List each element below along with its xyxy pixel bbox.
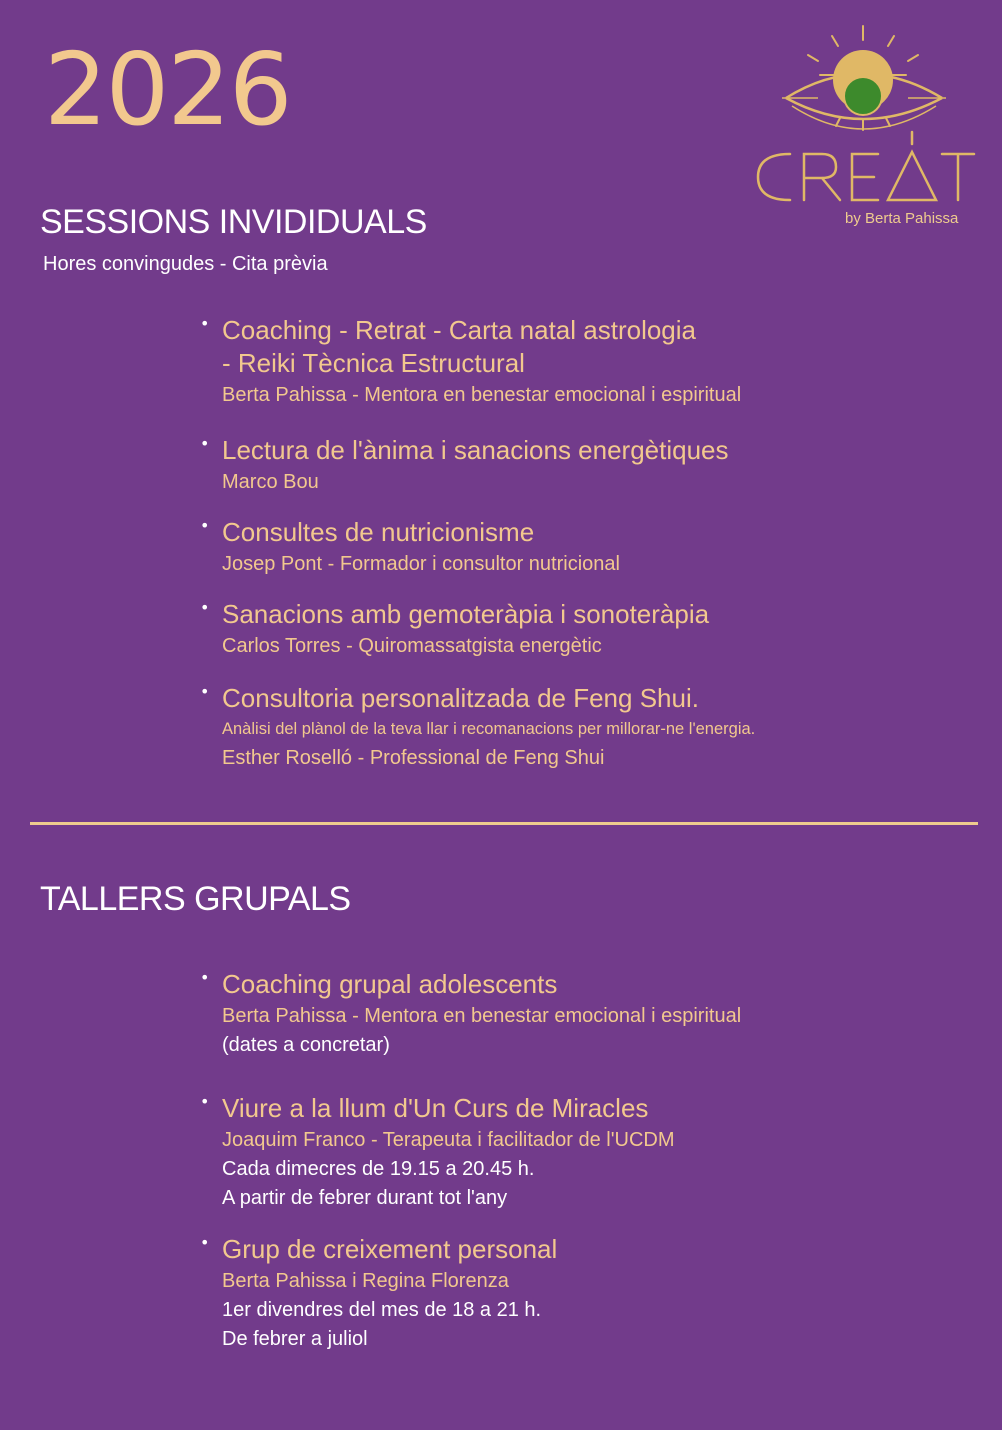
item-title: Sanacions amb gemoteràpia i sonoteràpia: [222, 599, 710, 629]
list-item: [200, 434, 880, 497]
list-item: [200, 598, 880, 661]
item-period: A partir de febrer durant tot l'any: [222, 1187, 508, 1209]
item-title: Coaching grupal adolescents: [222, 969, 558, 999]
list-item: [200, 682, 880, 773]
item-title-continued: - Reiki Tècnica Estructural: [222, 348, 525, 378]
item-period: De febrer a juliol: [222, 1328, 368, 1350]
section-divider: [30, 822, 978, 825]
item-title: Consultes de nutricionisme: [222, 517, 535, 547]
group-workshops-title: TALLERS GRUPALS: [40, 880, 351, 918]
bullet-icon: •: [200, 516, 210, 535]
bullet-icon: •: [200, 1092, 210, 1111]
bullet-icon: •: [200, 314, 210, 333]
item-schedule: Cada dimecres de 19.15 a 20.45 h.: [222, 1158, 535, 1180]
logo-byline: by Berta Pahissa: [845, 210, 959, 227]
item-person: Marco Bou: [222, 471, 319, 493]
item-title: Viure a la llum d'Un Curs de Miracles: [222, 1093, 649, 1123]
item-person: Berta Pahissa - Mentora en benestar emocional i espiritual: [222, 384, 742, 406]
item-title: Coaching - Retrat - Carta natal astrologia: [222, 315, 697, 345]
bullet-icon: •: [200, 1233, 210, 1252]
item-person: Berta Pahissa i Regina Florenza: [222, 1270, 509, 1292]
individual-sessions-subtitle: Hores convingudes - Cita prèvia: [43, 253, 328, 275]
item-person: Berta Pahissa - Mentora en benestar emocional i espiritual: [222, 1005, 742, 1027]
item-description: Anàlisi del plànol de la teva llar i recomanacions per millorar-ne l'energia.: [222, 720, 756, 738]
bullet-icon: •: [200, 598, 210, 617]
list-item: [200, 1092, 880, 1213]
item-title: Consultoria personalitzada de Feng Shui.: [222, 683, 699, 713]
list-item: [200, 516, 880, 579]
item-title: Grup de creixement personal: [222, 1234, 558, 1264]
item-person: Carlos Torres - Quiromassatgista energètic: [222, 635, 602, 657]
sun-eye-icon: [752, 20, 982, 235]
year-heading: 2026: [44, 31, 291, 148]
bullet-icon: •: [200, 968, 210, 987]
bullet-icon: •: [200, 682, 210, 701]
item-schedule: 1er divendres del mes de 18 a 21 h.: [222, 1299, 542, 1321]
item-title: Lectura de l'ànima i sanacions energètiques: [222, 435, 729, 465]
list-item: [200, 968, 880, 1060]
bullet-icon: •: [200, 434, 210, 453]
list-item: [200, 1233, 880, 1354]
item-person: Joaquim Franco - Terapeuta i facilitador de l'UCDM: [222, 1129, 675, 1151]
list-item: [200, 314, 880, 410]
item-person: Josep Pont - Formador i consultor nutricional: [222, 553, 620, 575]
item-person: Esther Roselló - Professional de Feng Shui: [222, 747, 605, 769]
item-note: (dates a concretar): [222, 1034, 390, 1056]
individual-sessions-title: SESSIONS INVIDIDUALS: [40, 203, 427, 241]
